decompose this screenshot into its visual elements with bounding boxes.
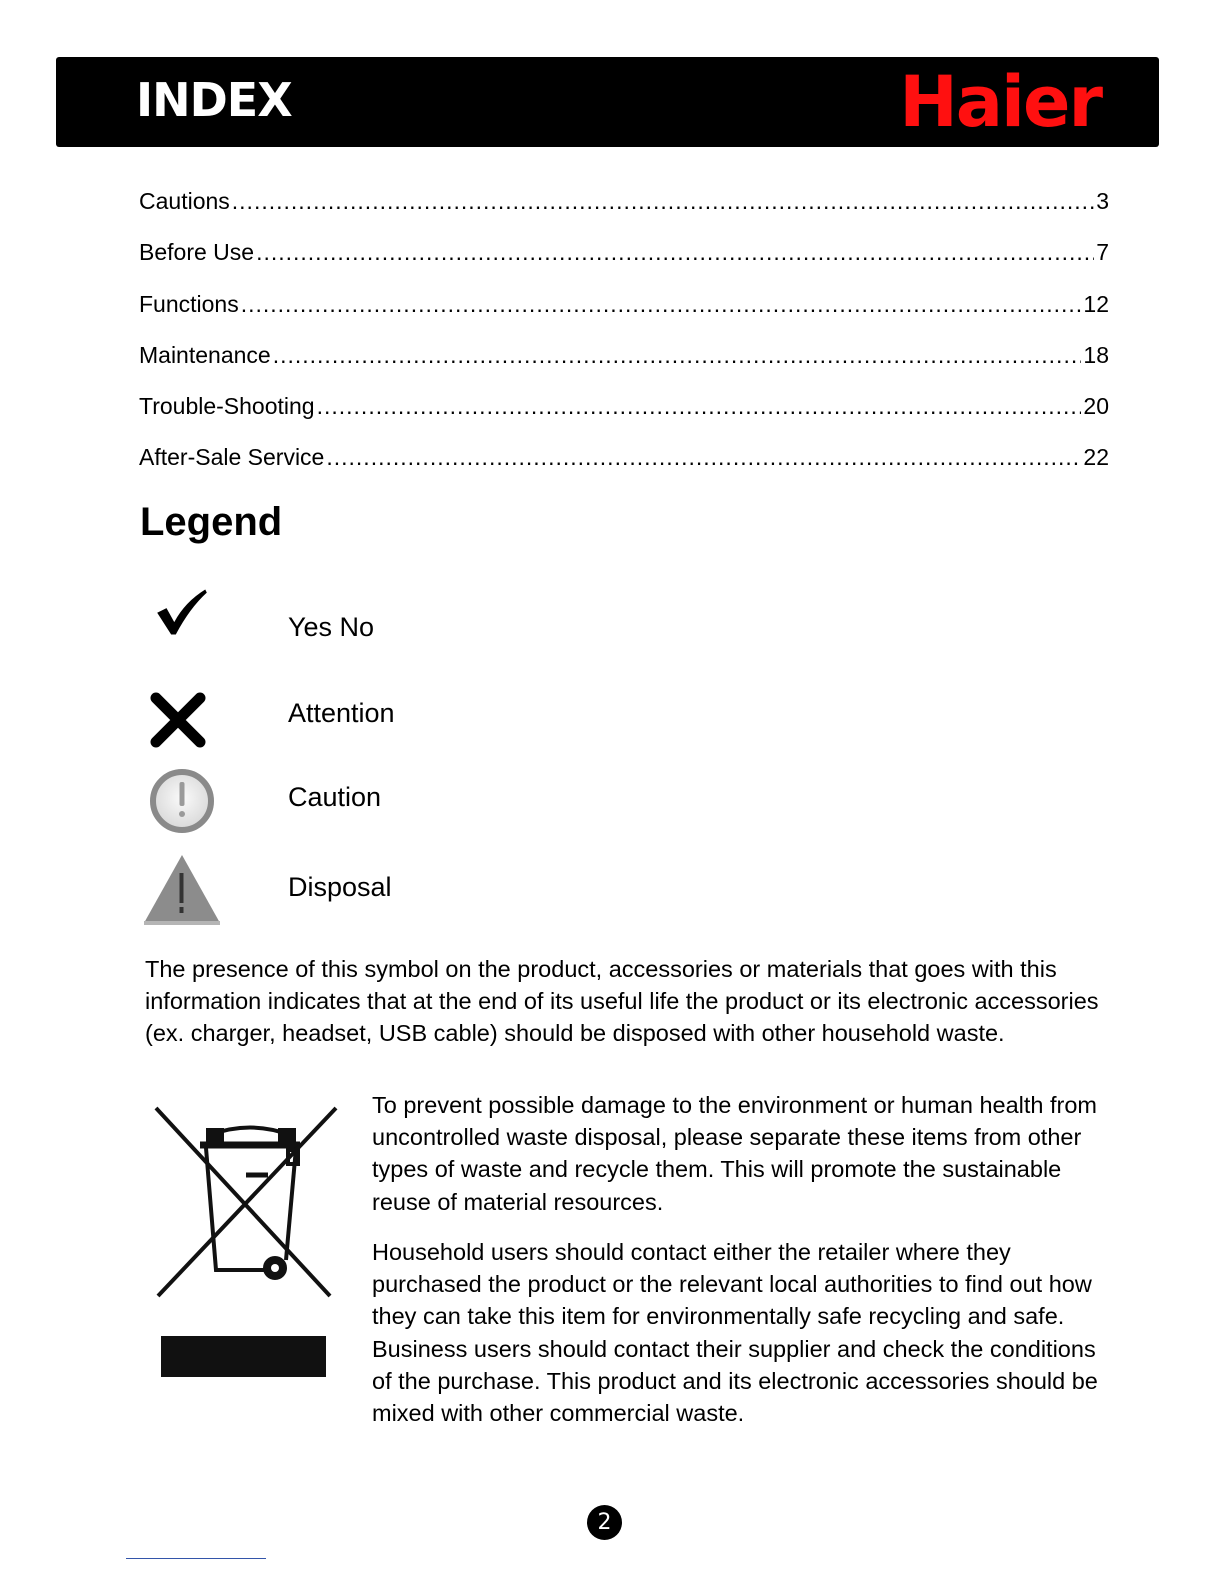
page-number-badge: 2 xyxy=(587,1505,622,1540)
toc-page-number: 12 xyxy=(1083,290,1109,317)
toc-entry[interactable] xyxy=(139,188,1109,239)
x-mark-icon xyxy=(142,680,222,760)
disposal-intro-text: The presence of this symbol on the product, accessories or materials that goes with this information indicates that at the end of its useful life the product or its electronic accessories (ex. charger, headset, USB cable) should be disposed with other household waste. xyxy=(145,956,1099,1047)
legend-label: Attention xyxy=(288,698,395,728)
toc-leader xyxy=(241,291,1082,318)
business-users-text: Business users should contact their supplier and check the conditions of the purchase. This product and its electronic accessories should be mixed with other commercial waste. xyxy=(372,1335,1098,1427)
toc-page-number: 18 xyxy=(1083,341,1109,368)
household-users-text: Household users should contact either the retailer where they purchased the product or the relevant local authorities to find out how they can take this item for environmentally safe recycling and safe. xyxy=(372,1239,1092,1330)
legend-item xyxy=(140,850,640,930)
disposal-users-text xyxy=(372,1236,1112,1429)
footer-divider xyxy=(126,1558,266,1559)
toc-leader xyxy=(317,393,1082,420)
toc-leader xyxy=(256,239,1094,266)
toc-entry[interactable] xyxy=(139,291,1109,342)
toc-label: Before Use xyxy=(139,239,255,266)
toc-entry[interactable] xyxy=(139,239,1109,290)
legend-label: Caution xyxy=(288,782,382,812)
legend-label: Disposal xyxy=(288,872,392,902)
toc-page-number: 22 xyxy=(1083,444,1109,471)
exclamation-circle-icon xyxy=(142,762,222,842)
toc-label: Trouble-Shooting xyxy=(139,393,315,420)
toc-leader xyxy=(273,342,1082,369)
legend-label: Yes No xyxy=(288,612,375,642)
toc-label: Cautions xyxy=(139,188,230,214)
toc-label: After-Sale Service xyxy=(139,444,325,471)
toc-leader xyxy=(326,444,1081,471)
legend-heading: Legend xyxy=(140,500,283,544)
table-of-contents xyxy=(139,188,1109,496)
toc-page-number: 20 xyxy=(1083,393,1109,420)
toc-entry[interactable] xyxy=(139,393,1109,444)
toc-label: Functions xyxy=(139,290,239,317)
checkmark-icon xyxy=(142,588,222,650)
warning-triangle-icon xyxy=(142,850,222,930)
legend-item xyxy=(140,762,640,842)
toc-label: Maintenance xyxy=(139,341,271,368)
brand-logo: Haier xyxy=(899,61,1101,143)
header-bar xyxy=(56,57,1159,147)
toc-page-number: 3 xyxy=(1096,188,1109,214)
legend-item xyxy=(140,588,640,668)
disposal-prevent-text: To prevent possible damage to the environment or human health from uncontrolled waste disposal, please separate these items from other types of waste and recycle them. This will promote the sustainable reuse of material resources. xyxy=(372,1092,1098,1215)
page-title: INDEX xyxy=(136,73,292,127)
toc-page-number: 7 xyxy=(1096,239,1109,266)
crossed-out-wheelie-bin-icon xyxy=(150,1100,350,1390)
toc-leader xyxy=(232,188,1094,215)
toc-entry[interactable] xyxy=(139,444,1109,495)
legend-item xyxy=(140,680,640,760)
toc-entry[interactable] xyxy=(139,342,1109,393)
